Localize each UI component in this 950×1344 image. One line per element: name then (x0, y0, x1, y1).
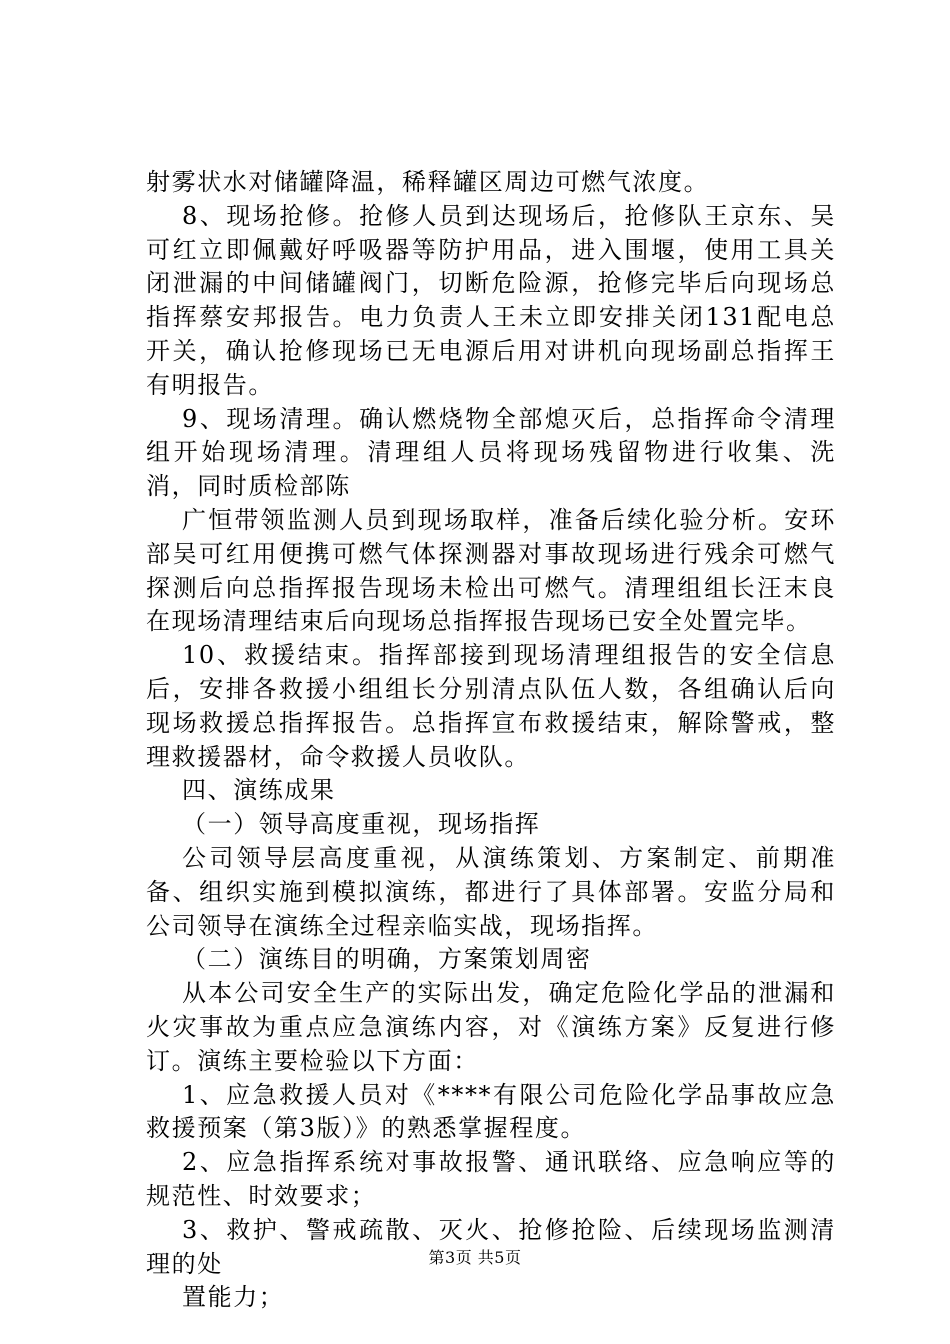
page-footer: 第3页 共5页 (428, 1248, 522, 1267)
subsection-heading: （一）领导高度重视，现场指挥 (182, 810, 541, 839)
list-item: 2、应急指挥系统对事故报警、通讯联络、应急响应等的规范性、时效要求； (146, 1148, 836, 1210)
list-item: 1、应急救援人员对《****有限公司危险化学品事故应急救援预案（第3版）》的熟悉掌握程度。 (146, 1080, 836, 1143)
paragraph: 从本公司安全生产的实际出发，确定危险化学品的泄漏和火灾事故为重点应急演练内容，对《演练方案》反复进行修订。演练主要检验以下方面： (146, 979, 836, 1075)
document-body (146, 166, 836, 1315)
paragraph: 9、现场清理。确认燃烧物全部熄灭后，总指挥命令清理组开始现场清理。清理组人员将现场残留物进行收集、洗消，同时质检部陈 (146, 404, 836, 501)
paragraph: 10、救援结束。指挥部接到现场清理组报告的安全信息后，安排各救援小组组长分别清点队伍人数，各组确认后向现场救援总指挥报告。总指挥宣布救援结束，解除警戒，整理救援器材，命令救援人员收队。 (146, 641, 836, 771)
list-item: 3、救护、警戒疏散、灭火、抢修抢险、后续现场监测清理的处 (146, 1215, 836, 1278)
paragraph: 8、现场抢修。抢修人员到达现场后，抢修队王京东、吴可红立即佩戴好呼吸器等防护用品，进入围堰，使用工具关闭泄漏的中间储罐阀门，切断危险源，抢修完毕后向现场总指挥蔡安邦报告。电力负责人王未立即安排关闭131配电总开关，确认抢修现场已无电源后用对讲机向现场副总指挥王有明报告。 (146, 201, 836, 399)
paragraph: 广恒带领监测人员到现场取样，准备后续化验分析。安环部吴可红用便携可燃气体探测器对事故现场进行残余可燃气探测后向总指挥报告现场未检出可燃气。清理组组长汪末良在现场清理结束后向现场总指挥报告现场已安全处置完毕。 (146, 505, 836, 636)
subsection-heading: （二）演练目的明确，方案策划周密 (182, 945, 592, 974)
paragraph: 置能力； (182, 1283, 285, 1312)
section-heading: 四、演练成果 (182, 776, 336, 805)
paragraph: 公司领导层高度重视，从演练策划、方案制定、前期准备、组织实施到模拟演练，都进行了具体部署。安监分局和公司领导在演练全过程亲临实战，现场指挥。 (146, 843, 836, 940)
paragraph: 射雾状水对储罐降温，稀释罐区周边可燃气浓度。 (146, 168, 710, 196)
